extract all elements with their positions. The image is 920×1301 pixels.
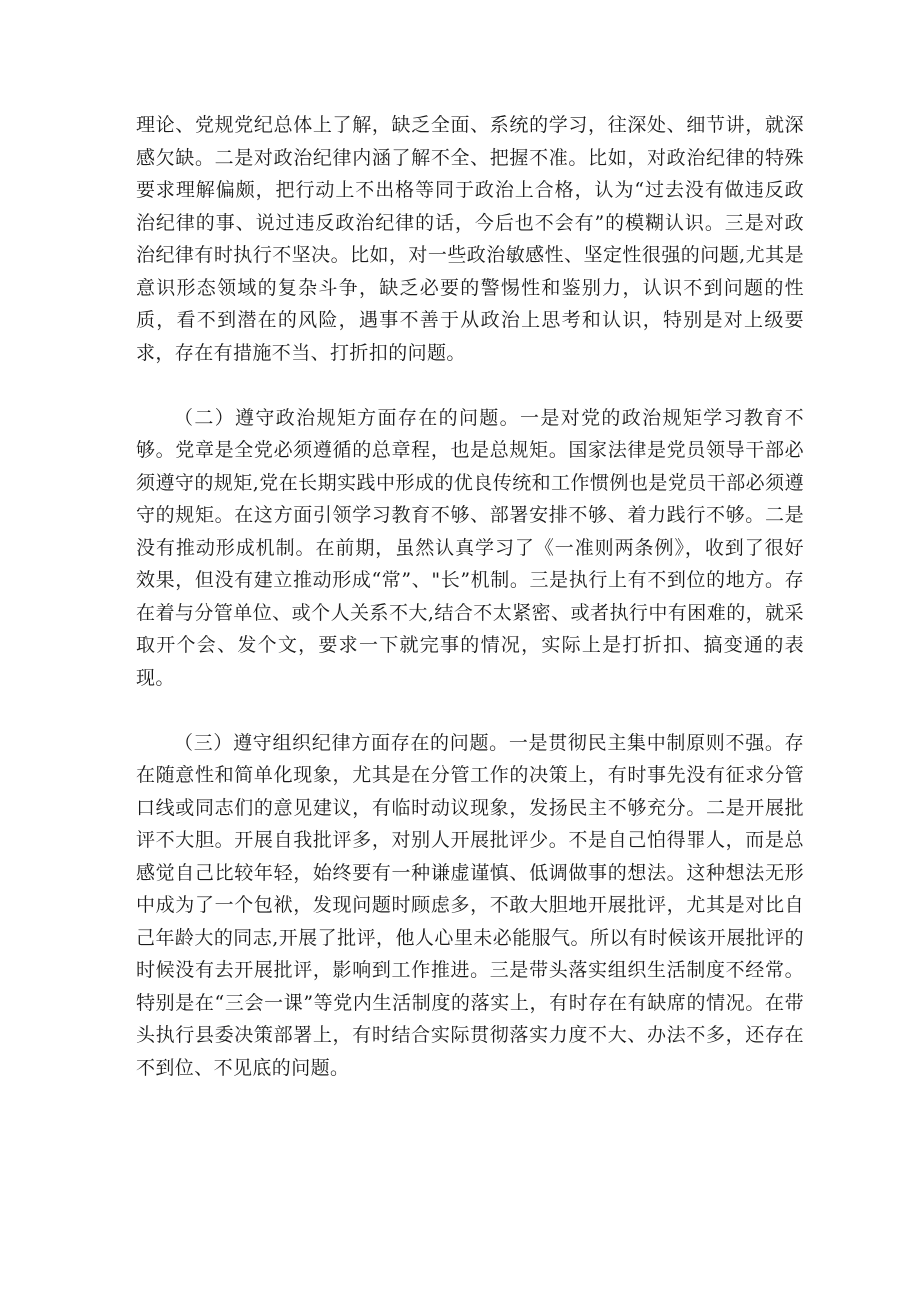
document-body <box>136 109 804 1084</box>
paragraph-political-rules: （二）遵守政治规矩方面存在的问题。一是对党的政治规矩学习教育不够。党章是全党必须遵循的总章程，也是总规矩。国家法律是党员领导干部必须遵守的规矩,党在长期实践中形成的优良传统和工作惯例也是党员干部必须遵守的规矩。在这方面引领学习教育不够、部署安排不够、着力践行不够。二是没有推动形成机制。在前期，虽然认真学习了《一准则两条例》，收到了很好效果，但没有建立推动形成“常”、"长”机制。三是执行上有不到位的地方。存在着与分管单位、或个人关系不大,结合不太紧密、或者执行中有困难的，就采取开个会、发个文，要求一下就完事的情况，实际上是打折扣、搞变通的表现。 <box>136 406 804 689</box>
paragraph-political-discipline: 理论、党规党纪总体上了解，缺乏全面、系统的学习，往深处、细节讲，就深感欠缺。二是对政治纪律内涵了解不全、把握不准。比如，对政治纪律的特殊要求理解偏颇，把行动上不出格等同于政治上合格，认为“过去没有做违反政治纪律的事、说过违反政治纪律的话，今后也不会有”的模糊认识。三是对政治纪律有时执行不坚决。比如，对一些政治敏感性、坚定性很强的问题,尤其是意识形态领域的复杂斗争，缺乏必要的警惕性和鉴别力，认识不到问题的性质，看不到潜在的风险，遇事不善于从政治上思考和认识，特别是对上级要求，存在有措施不当、打折扣的问题。 <box>136 114 804 364</box>
paragraph-organizational-discipline: （三）遵守组织纪律方面存在的问题。一是贯彻民主集中制原则不强。存在随意性和简单化现象，尤其是在分管工作的决策上，有时事先没有征求分管口线或同志们的意见建议，有临时动议现象，发扬民主不够充分。二是开展批评不大胆。开展自我批评多，对别人开展批评少。不是自己怕得罪人，而是总感觉自己比较年轻，始终要有一种谦虚谨慎、低调做事的想法。这种想法无形中成为了一个包袱，发现问题时顾虑多，不敢大胆地开展批评，尤其是对比自己年龄大的同志,开展了批评，他人心里未必能服气。所以有时候该开展批评的时候没有去开展批评，影响到工作推进。三是带头落实组织生活制度不经常。特别是在“三会一课”等党内生活制度的落实上，有时存在有缺席的情况。在带头执行县委决策部署上，有时结合实际贯彻落实力度不大、办法不多，还存在不到位、不见底的问题。 <box>136 731 804 1079</box>
